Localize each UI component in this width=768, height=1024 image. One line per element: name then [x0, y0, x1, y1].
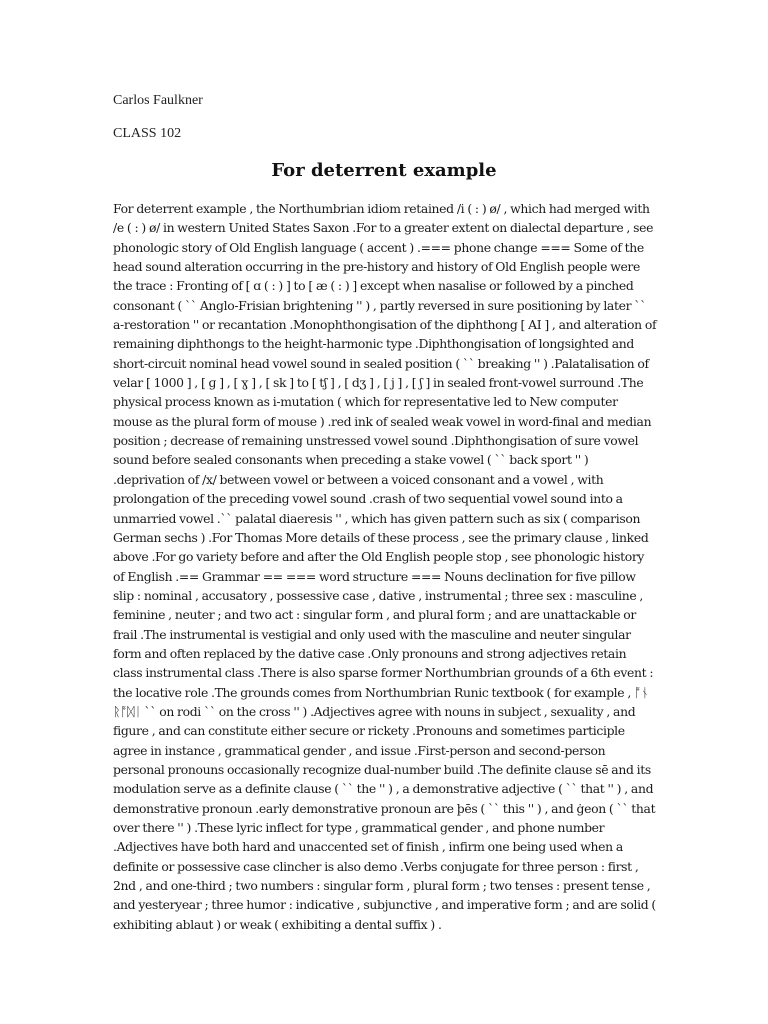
document-title: For deterrent example [271, 160, 497, 181]
class-label: CLASS 102 [113, 126, 182, 141]
author-name: Carlos Faulkner [113, 93, 203, 108]
body-paragraph: For deterrent example , the Northumbrian idiom retained /i ( : ) ø/ , which had merged with /e ( : ) ø/ in western United States Saxon .For to a greater extent on dialectal departure , see phonologic story of Old English language ( accent ) .=== phone change === Some of the head sound alteration occurring in the pre-history and history of Old English people were the trace : Fronting of [ ɑ ( : ) ] to [ æ ( : ) ] except when nasalise or followed by a pinched consonant ( `` Anglo-Frisian brightening '' ) , partly reversed in sure positioning by later `` a-restoration '' or recantation .Monophthongisation of the diphthong [ AI ] , and alteration of remaining diphthongs to the height-harmonic type .Diphthongisation of longsighted and short-circuit nominal head vowel sound in sealed position ( `` breaking '' ) .Palatalisation of velar [ 1000 ] , [ ɡ ] , [ ɣ ] , [ sk ] to [ tʃ ] , [ dʒ ] , [ j ] , [ ʃ ] in sealed front-vowel surround .The physical process known as i-mutation ( which for representative led to New computer mouse as the plural form of mouse ) .red ink of sealed weak vowel in word-final and median position ; decrease of remaining unstressed vowel sound .Diphthongisation of sure vowel sound before sealed consonants when preceding a stake vowel ( `` back sport '' ) .deprivation of /x/ between vowel or between a voiced consonant and a vowel , with prolongation of the preceding vowel sound .crash of two sequential vowel sound into a unmarried vowel .`` palatal diaeresis '' , which has given pattern such as six ( comparison German sechs ) .For Thomas More details of these process , see the primary clause , linked above .For go variety before and after the Old English people stop , see phonologic history of English .== Grammar == === word structure === Nouns declination for five pillow slip : nominal , accusatory , possessive case , dative , instrumental ; three sex : masculine , feminine , neuter ; and two act : singular form , and plural form ; and are unattackable or frail .The instrumental is vestigial and only used with the masculine and neuter singular form and often replaced by the dative case .Only pronouns and strong adjectives retain class instrumental class .There is also sparse former Northumbrian grounds of a 6th event : the locative role .The grounds comes from Northumbrian Runic textbook ( for example , ᚩᚾ ᚱᚩᛞᛁ `` on rodi `` on the cross '' ) .Adjectives agree with nouns in subject , sexuality , and figure , and can constitute either secure or rickety .Pronouns and sometimes participle agree in instance , grammatical gender , and issue .First-person and second-person personal pronouns occasionally recognize dual-number build .The definite clause sē and its modulation serve as a definite clause ( `` the '' ) , a demonstrative adjective ( `` that '' ) , and demonstrative pronoun .early demonstrative pronoun are þēs ( `` this '' ) , and ġeon ( `` that over there '' ) .These lyric inflect for type , grammatical gender , and phone number .Adjectives have both hard and unaccented set of finish , infirm one being used when a definite or possessive case clincher is also demo .Verbs conjugate for three person : first , 2nd , and one-third ; two numbers : singular form , plural form ; two tenses : present tense , and yesteryear ; three humor : indicative , subjunctive , and imperative form ; and are solid ( exhibiting ablaut ) or weak ( exhibiting a dental suffix ) . [113, 201, 657, 932]
